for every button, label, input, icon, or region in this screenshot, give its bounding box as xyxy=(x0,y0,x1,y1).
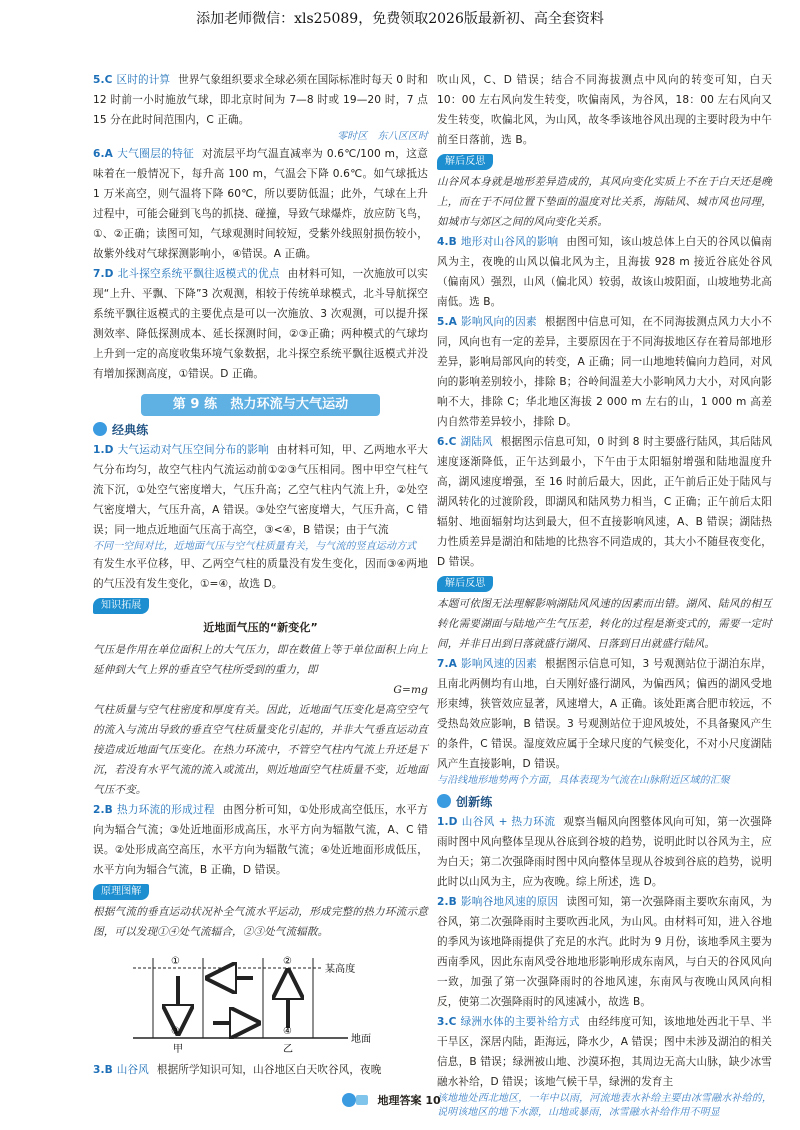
right-column xyxy=(437,70,772,1120)
thermal-circulation-diagram xyxy=(123,948,383,1060)
answer-6: 6.A 大气圈层的特征 对流层平均气温直减率为 0.6℃/100 m，这意味着在一般情况下，每升高 100 m，气温会下降 0.6℃。如气球抵达 1 万米高空，则气温将下降 60℃，所以要防低温；此外，气球在上升过程中，可能会碰到飞鸟的抓挠、碰撞，导致气球爆炸，放应防飞鸟，①、②正确；读图可知，气球观测时间较短，受紫外线照射损伤较小，故紫外线对气球探测影响小，④错误。A 正确。 xyxy=(93,148,428,260)
innovation-practice-heading: 创新练 xyxy=(437,792,772,812)
formula: G=mg xyxy=(393,684,428,696)
answer-5r: 5.A 影响风向的因素 根据图中信息可知，在不同海拔测点风力大小不同，风向也有一定的差异，主要原因在于不同海拔地区存在着局部地形差异，影响局部风向的转变，A 正确；同一山地地转偏向力趋同，对风向的影响差别较小，排除 B；谷岭间温差大小影响风力大小，对风向影响不大，排除 C；华北地区海拔 2 000 m 左右的山，1 000 m 高差内自然带差异较小，排除 D。 xyxy=(437,316,772,428)
answer-1-tail: 有发生水平位移，甲、乙两空气柱的质量没有发生变化，因而③④两地的气压没有发生变化，①=④，故选 D。 xyxy=(93,558,428,590)
answer-5: 5.C 区时的计算 世界气象组织要求全球必须在国际标准时每天 0 时和 12 时前一小时施放气球，即北京时间为 7—8 时或 19—20 时，7 点 15 分在此时间范围内，C 正确。 xyxy=(93,74,429,126)
badge-icon xyxy=(437,794,451,808)
reflection-label-2: 解后反思 xyxy=(437,576,493,592)
footer-label: 地理答案 10 xyxy=(377,1094,441,1107)
knowledge-box-title: 近地面气压的“新变化” xyxy=(203,621,318,634)
site-yi: 乙 xyxy=(283,1044,294,1055)
knowledge-extension-label: 知识拓展 xyxy=(93,598,149,614)
publisher-logo-icon xyxy=(340,1091,370,1109)
handwritten-note: 零时区 东八区区时 xyxy=(337,131,428,142)
section-title: 第 9 练 热力环流与大气运动 xyxy=(93,394,428,416)
badge-icon xyxy=(93,422,107,436)
ground-label: 地面 xyxy=(351,1034,372,1045)
answer-2: 2.B 热力环流的形成过程 由图分析可知，①处形成高空低压，水平方向为辐合气流；③处近地面形成高压，水平方向为辐散气流，A、C 错误。②处形成高空高压，水平方向为辐散气流；④处近地面形成低压，水平方向为辐合气流，B 正确，D 错误。 xyxy=(93,804,428,876)
reflection-text: 山谷风本身就是地形差异造成的，其风向变化实质上不在于白天还是晚上，而在于不同位置下垫面的温度对比关系，海陆风、城市风也同理，如城市与郊区之间的风向变化关系。 xyxy=(437,176,772,228)
knowledge-text: 气压是作用在单位面积上的大气压力，即在数值上等于单位面积上向上延伸到大气上界的垂直空气柱所受到的重力，即 xyxy=(93,644,428,676)
handwritten-note: 该地地处西北地区，一年中以雨，河流地表水补给主要由冰雪融水补给的，说明该地区的地下水源，山地或暴雨，冰雪融水补给作用不明显 xyxy=(437,1093,772,1118)
answer-1: 1.D 大气运动对气压空间分布的影响 由材料可知，甲、乙两地水平大气分布均匀，故空气柱内气流运动前①②③气压相同。图中甲空气柱气流下沉，①处空气密度增大，气压升高；乙空气柱内气流上升，②处空气密度增大，气压升高，A 错误。③处空气密度增大，气压升高，C 错误；同一地点近地面气压高于高空，③<④，B 错误；由于气流 xyxy=(93,444,428,536)
reflection-label: 解后反思 xyxy=(437,154,493,170)
classic-practice-heading: 经典练 xyxy=(93,420,428,440)
marker-4: ④ xyxy=(283,1026,293,1037)
answer-6r: 6.C 湖陆风 根据图示信息可知，0 时到 8 时主要盛行陆风，其后陆风速度逐渐降低，正午达到最小，下午由于太阳辐射增强和陆地温度升高，湖风速度增强，至 16 时前后最大，因此，正午前后正处于陆风与湖风转化的过渡阶段，即湖风和陆风势力相当，C 正确；正午前后太阳辐射、地面辐射均达到最大，但不直接影响风速，A、B 错误；湖陆热力性质差异是湖泊和陆地的比热容不同造成的，其大小不随昼夜变化，D 错误。 xyxy=(437,436,772,568)
answer-4: 4.B 地形对山谷风的影响 由图可知，该山坡总体上白天的谷风以偏南风为主，夜晚的山风以偏北风为主，且海拔 928 m 接近谷底处谷风（偏南风）强烈，山风（偏北风）较弱，故该山坡阳面，山坡地势北高南低。选 B。 xyxy=(437,236,772,308)
innovation-answer-2: 2.B 影响谷地风速的原因 读图可知，第一次强降雨主要吹东南风，为谷风，第二次强降雨时主要吹西北风，为山风。由材料可知，进入谷地的季风为该地降雨提供了充足的水汽。此时为 9 月份，该地季风主要为西南季风，因此东南风受谷地地形影响形成东南风，与白天的谷风风向一致，加强了第一次强降雨时的谷地风速，东南风与夜晚山风风向相反，使第二次强降雨时的风速减小，故选 B。 xyxy=(437,896,772,1008)
site-jia: 甲 xyxy=(173,1044,184,1055)
principle-label: 原理图解 xyxy=(93,884,149,900)
knowledge-text-2: 气柱质量与空气柱密度和厚度有关。因此，近地面气压变化是高空空气的流入与流出导致的垂直空气柱质量变化引起的，并非大气垂直运动直接造成近地面气压变化。在热力环流中，不管空气柱内气流上升还是下沉，若没有水平气流的流入或流出，则近地面空气柱质量不变，近地面气压不变。 xyxy=(93,704,428,796)
marker-2: ② xyxy=(283,956,293,967)
answer-3: 3.B 山谷风 根据所学知识可知，山谷地区白天吹谷风，夜晚 xyxy=(93,1064,382,1076)
level-label: 某高度 xyxy=(325,964,356,975)
left-column xyxy=(93,70,428,1080)
promo-banner: 添加老师微信：xls25089，免费领取2026版最新初、高全套资料 xyxy=(196,11,604,27)
innovation-answer-1: 1.D 山谷风 + 热力环流 观察当幅风向图整体风向可知，第一次强降雨时图中风向整体呈现从谷底到谷坡的趋势，说明此时以谷风为主，应为白天；第二次强降雨时图中风向整体呈现从谷坡到谷底的趋势，说明此时以山风为主，应为夜晚。综上所述，选 D。 xyxy=(437,816,772,888)
handwritten-note: 不同一空间对比，近地面气压与空气柱质量有关，与气流的竖直运动方式 xyxy=(93,541,417,552)
answer-3-cont: 吹山风，C、D 错误；结合不同海拔测点中风向的转变可知，白天 10：00 左右风向发生转变，吹偏南风，为谷风，18：00 左右风向又发生转变，吹偏北风，为山风，故冬季该地谷风出现的主要时段为中午前至日落前，选 B。 xyxy=(437,74,772,146)
page-footer xyxy=(340,1091,441,1109)
marker-3: ③ xyxy=(171,1026,181,1037)
answer-7r: 7.A 影响风速的因素 根据图示信息可知，3 号观测站位于湖泊东岸，且南北两侧均有山地，白天刚好盛行湖风，为偏西风；偏西的湖风受地形束缚，狭管效应显著，风速增大，A 正确。该处距离合肥市较远，不受热岛效应影响，B 错误。3 号观测站位于迎风坡处，不具备聚风产生的条件，C 错误。湿度效应属于全球尺度的气候变化，不对小尺度湖陆风产生直接影响，D 错误。 xyxy=(437,658,772,770)
reflection-text-2: 本题可依图无法理解影响湖陆风风速的因素而出错。湖风、陆风的相互转化需要湖面与陆地产生气压差，转化的过程是渐变式的，需要一定时间，并非日出到日落就盛行湖风、日落到日出就盛行陆风。 xyxy=(437,598,772,650)
handwritten-note: 与沿线地形地势两个方面，具体表现为气流在山脉附近区域的汇聚 xyxy=(437,775,730,786)
marker-1: ① xyxy=(171,956,181,967)
answer-7: 7.D 北斗探空系统平飘往返模式的优点 由材料可知，一次施放可以实现“上升、平飘、下降”3 次观测，相较于传统单球模式，北斗导航探空系统平飘往返模式的主要优点是可以一次施放、3 次观测，可以提升探测效率、降低探测成本、延长探测时间，②③正确；两种模式的气球均上升到一定的高度收集环境气象数据，北斗探空系统平飘往返模式并没有增加探测高度，①错误。D 正确。 xyxy=(93,268,428,380)
principle-text: 根据气流的垂直运动状况补全气流水平运动，形成完整的热力环流示意图，可以发现①④处气流辐合，②③处气流辐散。 xyxy=(93,906,428,938)
innovation-answer-3: 3.C 绿洲水体的主要补给方式 由经纬度可知，该地地处西北干旱、半干旱区，深居内陆，距海远，降水少，A 错误；图中未涉及湖泊的相关信息，B 错误；绿洲被山地、沙漠环抱，其周边无高大山脉，缺少冰雪融水补给，D 错误；该地气候干旱，绿洲的发育主 xyxy=(437,1016,772,1088)
